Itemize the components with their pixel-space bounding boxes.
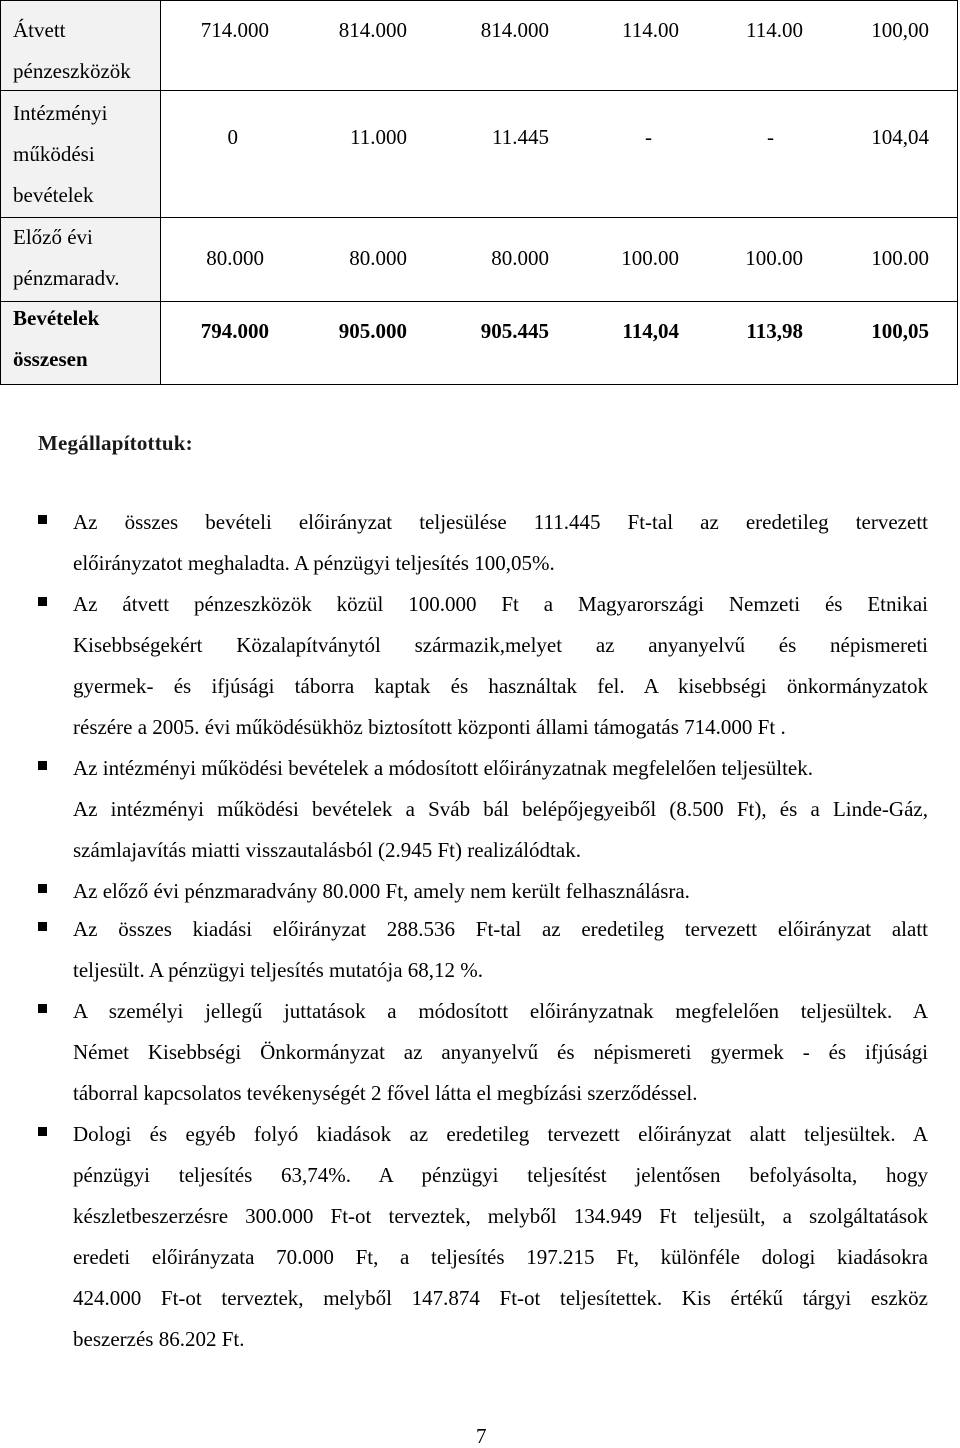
paragraph-line: Dologi és egyéb folyó kiadások az eredetileg tervezett előirányzat alatt teljesültek. A <box>73 1122 928 1146</box>
table-cell: 814.000 <box>480 18 549 42</box>
table-cell: 905.445 <box>480 319 549 343</box>
table-cell: 114.00 <box>622 18 679 42</box>
row-label: pénzeszközök <box>13 59 131 83</box>
table-cell: 100.00 <box>745 246 803 270</box>
table-cell: 100.00 <box>871 246 929 270</box>
bullet-marker-icon <box>38 1127 47 1136</box>
section-heading: Megállapítottuk: <box>38 431 193 455</box>
table-row <box>1 1 957 90</box>
table-cell: 794.000 <box>200 319 269 343</box>
table-cell: - <box>767 125 774 149</box>
row-label-cell <box>1 91 161 217</box>
table-row <box>1 91 957 217</box>
row-label: működési <box>13 142 95 166</box>
paragraph-line: 424.000 Ft-ot terveztek, melyből 147.874 Ft-ot teljesítettek. Kis értékű tárgyi eszköz <box>73 1286 928 1310</box>
paragraph-line: A személyi jellegű juttatások a módosított előirányzatnak megfelelően teljesültek. A <box>73 999 928 1023</box>
paragraph-line: Az összes bevételi előirányzat teljesülése 111.445 Ft-tal az eredetileg tervezett <box>73 510 928 534</box>
paragraph-line: gyermek- és ifjúsági táborra kaptak és használtak fel. A kisebbségi önkormányzatok <box>73 674 928 698</box>
paragraph-line: Az átvett pénzeszközök közül 100.000 Ft a Magyarországi Nemzeti és Etnikai <box>73 592 928 616</box>
paragraph-line: Az intézményi működési bevételek a Sváb bál belépőjegyeiből (8.500 Ft), és a Linde-Gáz, <box>73 797 928 821</box>
table-cell: 114,04 <box>622 319 679 343</box>
table-cell: 11.000 <box>350 125 407 149</box>
paragraph-line: beszerzés 86.202 Ft. <box>73 1327 245 1351</box>
table-cell: 100,05 <box>871 319 929 343</box>
bullet-marker-icon <box>38 597 47 606</box>
table-cell: 114.00 <box>746 18 803 42</box>
paragraph-line: előirányzatot meghaladta. A pénzügyi teljesítés 100,05%. <box>73 551 555 575</box>
table-row <box>1 218 957 301</box>
table-cell: - <box>645 125 652 149</box>
table-cell: 11.445 <box>492 125 549 149</box>
paragraph-line: Az intézményi működési bevételek a módosított előirányzatnak megfelelően teljesültek. <box>73 756 814 780</box>
table-cell: 80.000 <box>491 246 549 270</box>
table-cell: 814.000 <box>338 18 407 42</box>
row-label: Intézményi <box>13 101 108 125</box>
row-label: összesen <box>13 347 88 371</box>
table-cell: 100.00 <box>621 246 679 270</box>
paragraph-line: részére a 2005. évi működésükhöz biztosított központi állami támogatás 714.000 Ft . <box>73 715 786 739</box>
row-label-cell <box>1 1 161 90</box>
paragraph-line: készletbeszerzésre 300.000 Ft-ot terveztek, melyből 134.949 Ft teljesült, a szolgáltatások <box>73 1204 928 1228</box>
row-label: Előző évi <box>13 225 93 249</box>
table-cell: 905.000 <box>338 319 407 343</box>
bullet-marker-icon <box>38 515 47 524</box>
bullet-marker-icon <box>38 884 47 893</box>
row-label-cell <box>1 302 161 384</box>
paragraph-line: Az összes kiadási előirányzat 288.536 Ft-tal az eredetileg tervezett előirányzat alatt <box>73 917 928 941</box>
paragraph-line: számlajavítás miatti visszautalásból (2.945 Ft) realizálódtak. <box>73 838 581 862</box>
table-cell: 113,98 <box>746 319 803 343</box>
row-label: pénzmaradv. <box>13 266 120 290</box>
table-cell: 100,00 <box>871 18 929 42</box>
paragraph-line: Német Kisebbségi Önkormányzat az anyanyelvű és népismereti gyermek - és ifjúsági <box>73 1040 928 1064</box>
table-cell: 0 <box>227 125 238 149</box>
row-label: bevételek <box>13 183 94 207</box>
paragraph-line: Az előző évi pénzmaradvány 80.000 Ft, amely nem került felhasználásra. <box>73 879 690 903</box>
budget-table <box>0 0 958 385</box>
row-label-cell <box>1 218 161 301</box>
bullet-marker-icon <box>38 922 47 931</box>
paragraph-line: pénzügyi teljesítés 63,74%. A pénzügyi teljesítést jelentősen befolyásolta, hogy <box>73 1163 928 1187</box>
row-label: Bevételek <box>13 306 100 330</box>
table-cell: 80.000 <box>349 246 407 270</box>
bullet-marker-icon <box>38 761 47 770</box>
table-cell: 104,04 <box>871 125 929 149</box>
paragraph-line: Kisebbségekért Közalapítványtól származik,melyet az anyanyelvű és népismereti <box>73 633 928 657</box>
row-label: Átvett <box>13 18 66 42</box>
paragraph-line: táborral kapcsolatos tevékenységét 2 fővel látta el megbízási szerződéssel. <box>73 1081 698 1105</box>
paragraph-line: eredeti előirányzata 70.000 Ft, a teljesítés 197.215 Ft, különféle dologi kiadásokra <box>73 1245 928 1269</box>
table-row-total <box>1 302 957 384</box>
page-number: 7 <box>476 1424 487 1448</box>
bullet-marker-icon <box>38 1004 47 1013</box>
table-cell: 80.000 <box>206 246 264 270</box>
table-cell: 714.000 <box>200 18 269 42</box>
paragraph-line: teljesült. A pénzügyi teljesítés mutatója 68,12 %. <box>73 958 484 982</box>
